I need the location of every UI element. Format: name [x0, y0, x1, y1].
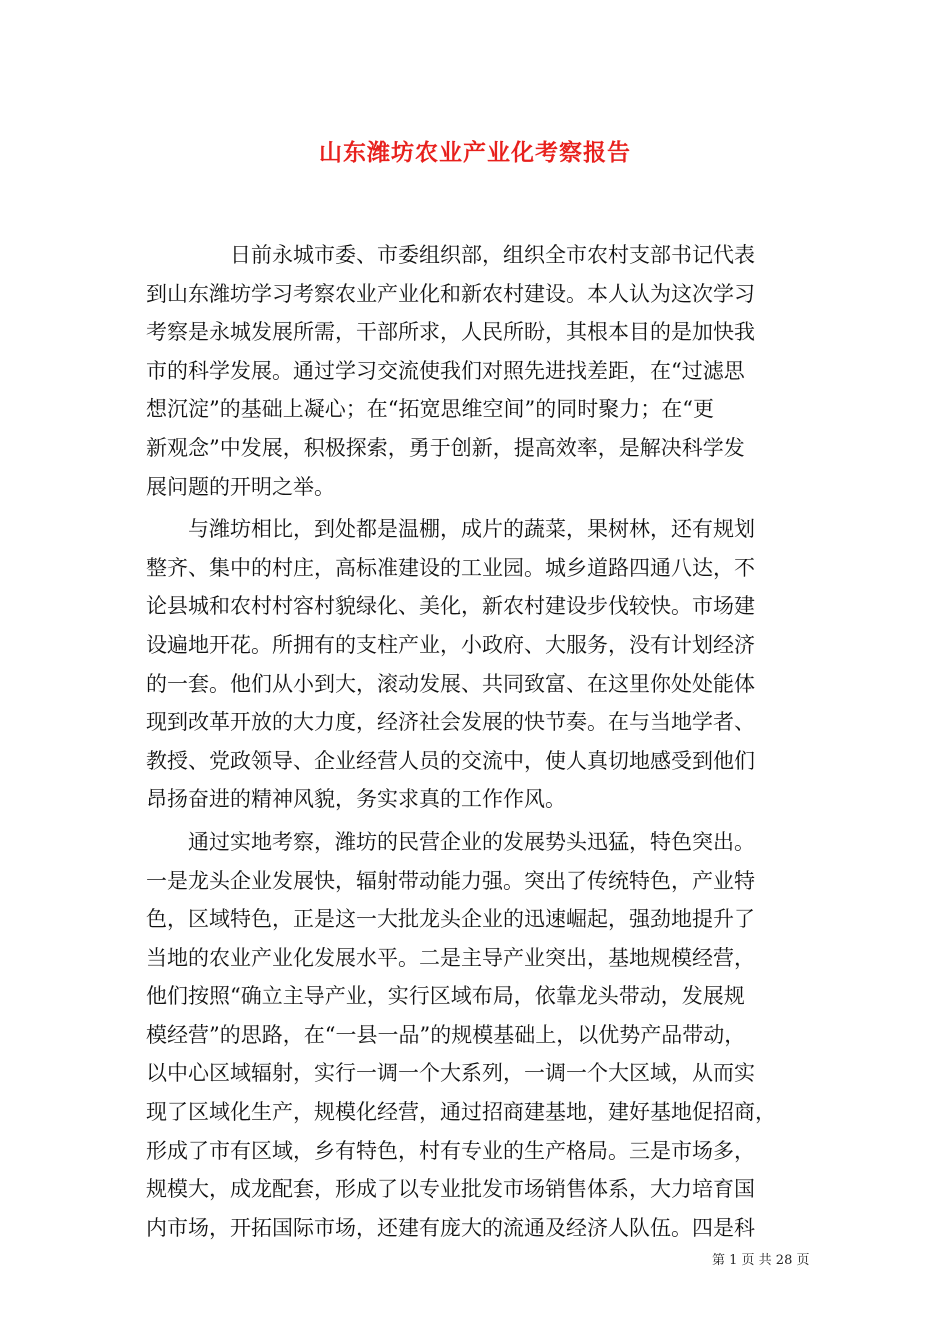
paragraph-line: 模经营”的思路，在“一县一品”的规模基础上，以优势产品带动，: [146, 1022, 746, 1047]
paragraph-line: 日前永城市委、市委组织部，组织全市农村支部书记代表: [230, 243, 755, 267]
paragraph-line: 教授、党政领导、企业经营人员的交流中，使人真切地感受到他们: [146, 748, 755, 773]
paragraph-line: 整齐、集中的村庄，高标准建设的工业园。城乡道路四通八达，不: [146, 555, 755, 580]
paragraph-line: 展问题的开明之举。: [146, 474, 335, 499]
paragraph-line: 现了区域化生产，规模化经营，通过招商建基地，建好基地促招商，: [146, 1100, 776, 1125]
paragraph-line: 以中心区域辐射，实行一调一个大系列，一调一个大区域，从而实: [146, 1061, 755, 1086]
paragraph-line: 的一套。他们从小到大，滚动发展、共同致富、在这里你处处能体: [146, 671, 755, 696]
paragraph-line: 设遍地开花。所拥有的支柱产业，小政府、大服务，没有计划经济: [146, 632, 755, 657]
paragraph-line: 规模大，成龙配套，形成了以专业批发市场销售体系，大力培育国: [146, 1177, 755, 1202]
paragraph-line: 论县城和农村村容村貌绿化、美化，新农村建设步伐较快。市场建: [146, 594, 755, 619]
document-title: 山东潍坊农业产业化考察报告: [319, 139, 631, 166]
paragraph-line: 市的科学发展。通过学习交流使我们对照先进找差距，在“过滤思: [146, 358, 745, 383]
paragraph-3: [146, 823, 816, 1248]
paragraph-1: [146, 236, 816, 506]
paragraph-line: 到山东潍坊学习考察农业产业化和新农村建设。本人认为这次学习: [146, 281, 755, 306]
document-body: [146, 236, 816, 1247]
paragraph-line: 现到改革开放的大力度，经济社会发展的快节奏。在与当地学者、: [146, 710, 755, 735]
paragraph-line: 他们按照“确立主导产业，实行区域布局，依靠龙头带动，发展规: [146, 984, 745, 1009]
paragraph-2: [146, 510, 816, 819]
paragraph-line: 新观念”中发展，积极探索，勇于创新，提高效率，是解决科学发: [146, 435, 745, 460]
paragraph-line: 形成了市有区域，乡有特色，村有专业的生产格局。三是市场多，: [146, 1138, 755, 1163]
paragraph-line: 考察是永城发展所需，干部所求，人民所盼，其根本目的是加快我: [146, 320, 755, 345]
paragraph-line: 一是龙头企业发展快，辐射带动能力强。突出了传统特色，产业特: [146, 868, 755, 893]
paragraph-line: 想沉淀”的基础上凝心；在“拓宽思维空间”的同时聚力；在“更: [146, 397, 714, 422]
paragraph-line: 与潍坊相比，到处都是温棚，成片的蔬菜，果树林，还有规划: [188, 517, 755, 542]
paragraph-line: 内市场，开拓国际市场，还建有庞大的流通及经济人队伍。四是科: [146, 1215, 755, 1240]
paragraph-line: 色，区域特色，正是这一大批龙头企业的迅速崛起，强劲地提升了: [146, 907, 755, 932]
page-number: 第 1 页 共 28 页: [712, 1253, 810, 1268]
paragraph-line: 当地的农业产业化发展水平。二是主导产业突出，基地规模经营，: [146, 945, 755, 970]
paragraph-line: 通过实地考察，潍坊的民营企业的发展势头迅猛，特色突出。: [188, 829, 755, 854]
paragraph-line: 昂扬奋进的精神风貌，务实求真的工作作风。: [146, 787, 566, 812]
